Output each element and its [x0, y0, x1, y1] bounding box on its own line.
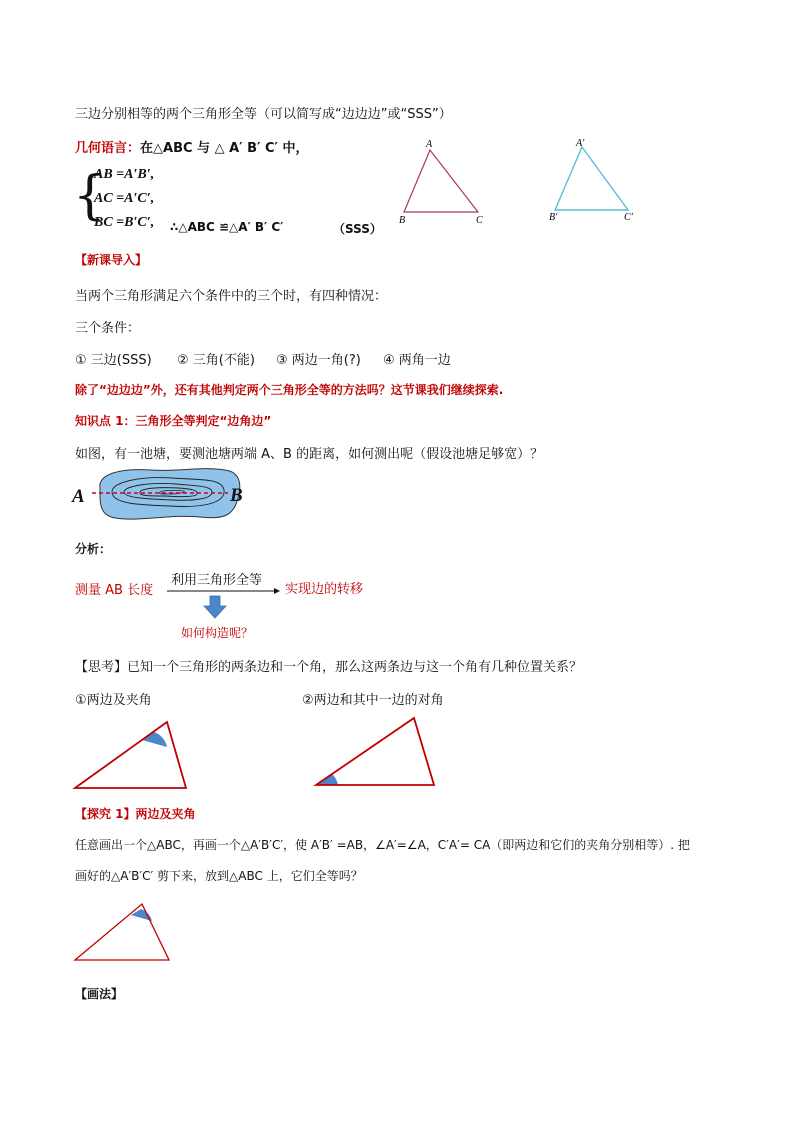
knowledge-point-1: 知识点 1：三角形全等判定“边角边”	[75, 414, 272, 428]
geometry-language-intro: 在△ABC 与 △ A′ B′ C′ 中，	[140, 141, 309, 156]
label-c: C	[476, 215, 483, 226]
pond-question: 如图，有一池塘，要测池塘两端 A、B 的距离，如何测出呢（假设池塘足够宽）？	[75, 447, 544, 462]
equation-ab: AB =A′B′,	[94, 167, 155, 182]
pond-label-b: B	[230, 485, 243, 506]
explore-triangle	[75, 904, 169, 960]
option-aas: ④ 两角一边	[383, 353, 451, 368]
sss-tag: （SSS）	[333, 222, 382, 236]
label-b-prime: B′	[549, 212, 558, 223]
left-brace: {	[73, 166, 107, 226]
exploration-question: 除了“边边边”外，还有其他判定两个三角形全等的方法吗？这节课我们继续探索.	[75, 383, 504, 397]
think-question: 【思考】已知一个三角形的两条边和一个角，那么这两条边与这一个角有几种位置关系？	[75, 660, 583, 675]
label-a-prime: A′	[576, 138, 585, 149]
case-included-angle: ①两边及夹角	[75, 693, 152, 708]
label-c-prime: C′	[624, 212, 633, 223]
flow-measure-ab: 测量 AB 长度	[75, 583, 154, 598]
option-ssa: ③ 两边一角(?)	[276, 353, 361, 368]
case-opposite-angle: ②两边和其中一边的对角	[302, 693, 444, 708]
analysis-label: 分析：	[75, 542, 112, 556]
flow-how-construct: 如何构造呢？	[181, 626, 254, 640]
equation-bc: BC =B′C′,	[94, 215, 155, 230]
three-conditions-label: 三个条件：	[75, 321, 141, 336]
flow-side-transfer: 实现边的转移	[285, 582, 364, 597]
four-cases-text: 当两个三角形满足六个条件中的三个时，有四种情况：	[75, 289, 388, 304]
label-a: A	[426, 139, 433, 150]
geometry-language-label: 几何语言：	[75, 141, 141, 156]
option-sss: ① 三边(SSS)	[75, 353, 152, 368]
sss-statement: 三边分别相等的两个三角形全等（可以简写成“边边边”或“SSS”）	[75, 107, 452, 122]
explore-text-line-2: 画好的△A′B′C′ 剪下来，放到△ABC 上，它们全等吗？	[75, 869, 363, 883]
pond-label-a: A	[72, 486, 85, 507]
explore-1-heading-text: 【探究 1】两边及夹角	[75, 807, 196, 821]
label-b: B	[399, 215, 406, 226]
option-aaa: ② 三角(不能)	[177, 353, 255, 368]
drawing-method-heading: 【画法】	[75, 987, 124, 1001]
equation-ac: AC =A′C′,	[94, 191, 155, 206]
new-lesson-heading: 【新课导入】	[75, 253, 148, 267]
congruence-conclusion: ∴△ABC ≌△A′ B′ C′	[170, 220, 284, 234]
explore-text-line-1: 任意画出一个△ABC，再画一个△A′B′C′，使 A′B′ =AB，∠A′=∠A，C′A′= CA（即两边和它们的夹角分别相等）. 把	[75, 838, 690, 852]
flow-arrow-label: 利用三角形全等	[171, 573, 263, 588]
